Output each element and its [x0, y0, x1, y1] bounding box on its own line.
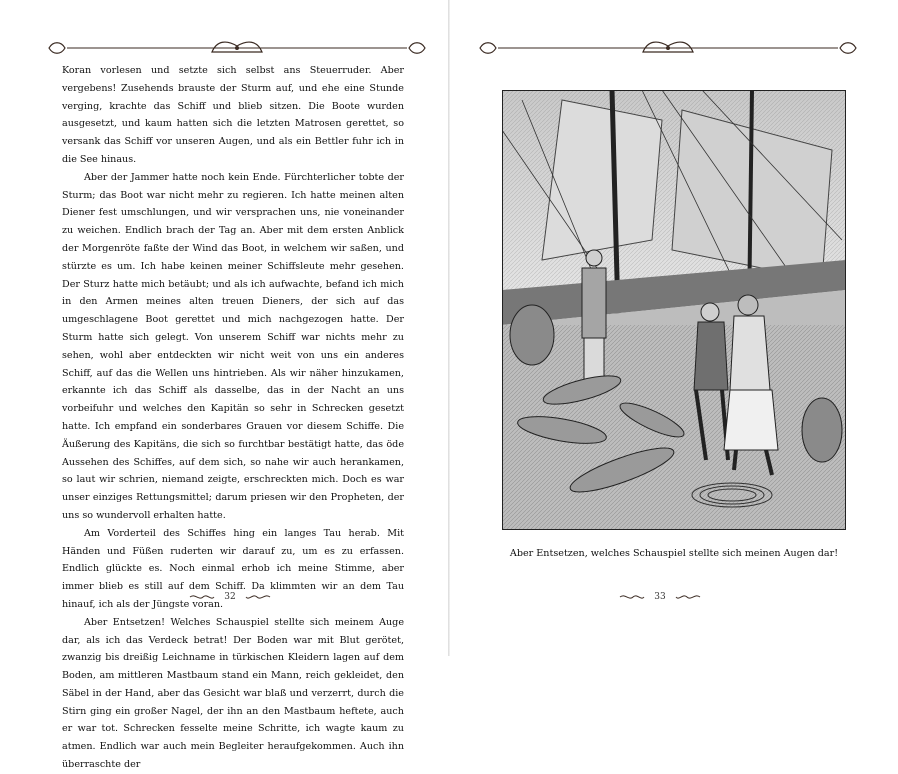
right-page [450, 0, 898, 656]
paragraph: Aber der Jammer hatte noch kein Ende. Fürchterlicher tobte der Sturm; das Boot war nicht mehr zu regieren. Ich hatte meinen alten Diener fest umschlungen, und wir versprachen uns, nie voneinander zu weichen. Endlich brach der Tag an. Aber mit dem ersten Anblick der Morgenröte faßte der Wind das Boot, in welchem wir saßen, und stürzte es um. Ich habe keinen meiner Schiffsleute mehr gesehen. Der Sturz hatte mich betäubt; und als ich aufwachte, befand ich mich in den Armen meines alten treuen Dieners, der sich auf das umgeschlagene Boot gerettet und mich nachgezogen hatte. Der Sturm hatte sich gelegt. Von unserem Schiff war nichts mehr zu sehen, wohl aber entdeckten wir nicht weit von uns ein anderes Schiff, auf das die Wellen uns hintrieben. Als wir näher hinzukamen, erkannte ich das Schiff als dasselbe, das in der Nacht an uns vorbeifuhr und welches den Kapitän so sehr in Schrecken gesetzt hatte. Ich empfand ein sonderbares Grauen vor diesem Schiffe. Die Äußerung des Kapitäns, die sich so furchtbar bestätigt hatte, das öde Aussehen des Schiffes, auf dem sich, so nahe wir auch herankamen, so laut wir schrien, niemand zeigte, erschreckten mich. Doch es war unser einziges Rettungsmittel; darum priesen wir den Propheten, der uns so wundervoll erhalten hatte. [62, 171, 404, 521]
paragraph: Koran vorlesen und setzte sich selbst ans Steuerruder. Aber vergebens! Zusehends brauste der Sturm auf, und ehe eine Stunde verging, krachte das Schiff und blieb sitzen. Die Boote wurden ausgesetzt, und kaum hatten sich die letzten Matrosen gerettet, so versank das Schiff vor unseren Augen, und als ein Bettler fuhr ich in die See hinaus. [62, 65, 404, 165]
page-number-text: 32 [224, 592, 236, 602]
body-text [62, 62, 404, 774]
illustration-caption: Aber Entsetzen, welches Schauspiel stellte sich meinen Augen dar! [509, 548, 839, 559]
header-ornament-rule [478, 38, 858, 58]
paragraph: Aber Entsetzen! Welches Schauspiel stellte sich meinem Auge dar, als ich das Verdeck betrat! Der Boden war mit Blut gerötet, zwanzig bis dreißig Leichname in türkischen Kleidern lagen auf dem Boden, am mittleren Mastbaum stand ein Mann, reich gekleidet, den Säbel in der Hand, aber das Gesicht war blaß und verzerrt, durch die Stirn ging ein großer Nagel, der ihn an den Mastbaum heftete, auch er war tot. Schrecken fesselte meine Schritte, ich wagte kaum zu atmen. Endlich war auch mein Begleiter heraufgekommen. Auch ihn überraschte der [62, 616, 404, 771]
folio-ornament-icon [619, 593, 645, 601]
page-number-text: 33 [654, 592, 666, 602]
paragraph: Am Vorderteil des Schiffes hing ein langes Tau herab. Mit Händen und Füßen ruderten wir darauf zu, um es zu erfassen. Endlich glückte es. Noch einmal erhob ich meine Stimme, aber immer blieb es still auf dem Schiff. Da klimmten wir an dem Tau hinauf, ich als der Jüngste voran. [62, 527, 404, 610]
engraving-illustration [502, 90, 846, 530]
left-page [0, 0, 449, 771]
folio-ornament-icon [189, 593, 215, 601]
folio-ornament-icon [245, 593, 271, 601]
page-number-right [600, 592, 720, 606]
header-ornament-rule [47, 38, 427, 58]
page-number-left [170, 592, 290, 606]
folio-ornament-icon [675, 593, 701, 601]
